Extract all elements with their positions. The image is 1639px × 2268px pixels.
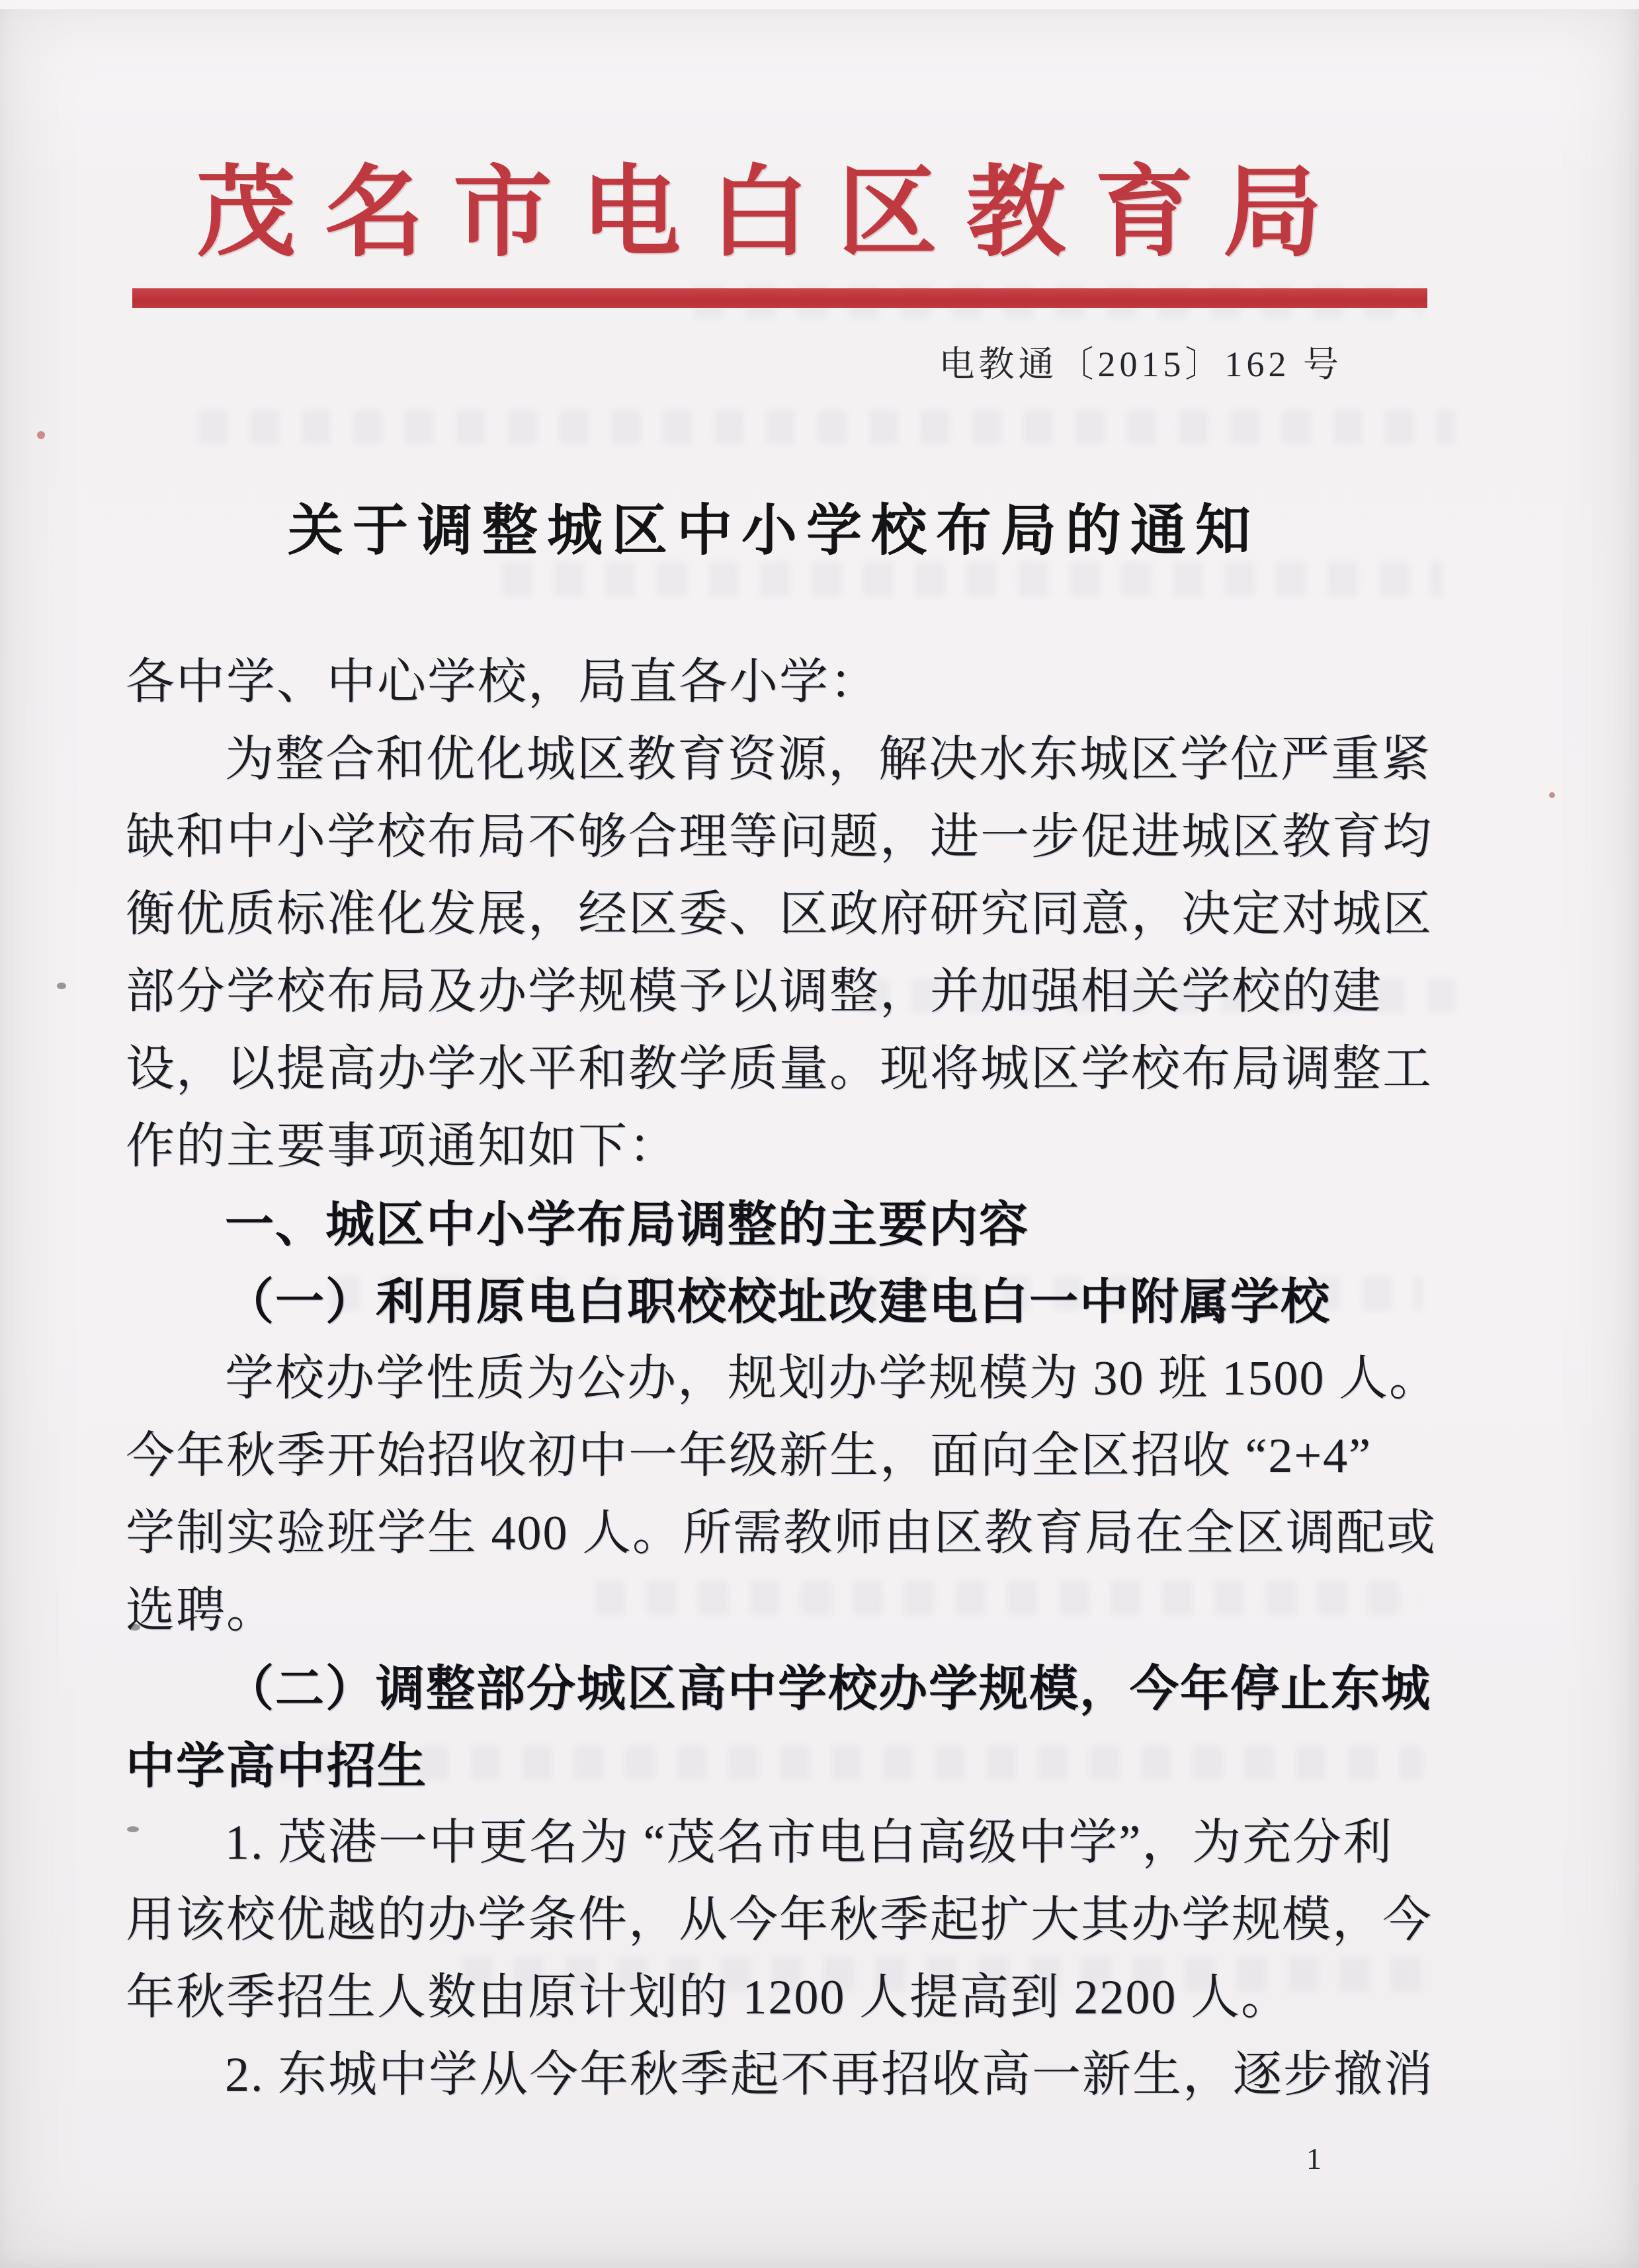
document-line: 部分学校布局及办学规模予以调整，并加强相关学校的建 [126,965,1382,1019]
document-line: 2. 东城中学从今年秋季起不再招收高一新生，逐步撤消 [225,2048,1434,2102]
document-line: 学校办学性质为公办，规划办学规模为 30 班 1500 人。 [225,1352,1439,1406]
document-number: 电教通〔2015〕162 号 [939,344,1343,384]
document-line: 用该校优越的办学条件，从今年秋季起扩大其办学规模，今 [126,1893,1433,1947]
document-line: 选聘。 [126,1584,276,1638]
document-line: 中学高中招生 [126,1738,427,1793]
document-line: 今年秋季开始招收初中一年级新生，面向全区招收 “2+4” [126,1429,1372,1483]
scan-speck [1549,792,1555,798]
document-line: 各中学、中心学校，局直各小学： [126,655,880,709]
red-separator-line [132,288,1427,308]
document-line: 衡优质标准化发展，经区委、区政府研究同意，决定对城区 [126,887,1433,942]
document-line: 一、城区中小学布局调整的主要内容 [225,1197,1029,1252]
document-content [126,0,1439,2114]
document-line: 为整合和优化城区教育资源，解决水东城区学位严重紧 [225,733,1431,787]
document-line: 学制实验班学生 400 人。所需教师由区教育局在全区调配或 [126,1506,1437,1560]
document-title: 关于调整城区中小学校布局的通知 [287,501,1260,562]
document-line: （二）调整部分城区高中学校办学规模，今年停止东城 [225,1661,1431,1716]
document-line: 作的主要事项通知如下： [126,1119,679,1174]
document-line: 设，以提高办学水平和教学质量。现将城区学校布局调整工 [126,1042,1433,1096]
document-body [126,644,1439,2114]
scan-speck [57,983,66,989]
document-line: 1. 茂港一中更名为 “茂名市电白高级中学”，为充分利 [225,1816,1394,1870]
document-line: （一）利用原电白职校校址改建电白一中附属学校 [225,1274,1331,1329]
agency-name: 茂名市电白区教育局 [196,159,1351,268]
document-line: 缺和中小学校布局不够合理等问题，进一步促进城区教育均 [126,810,1433,864]
page-number: 1 [1306,2142,1322,2175]
document-line: 年秋季招生人数由原计划的 1200 人提高到 2200 人。 [126,1970,1291,2025]
scan-speck [37,431,45,439]
